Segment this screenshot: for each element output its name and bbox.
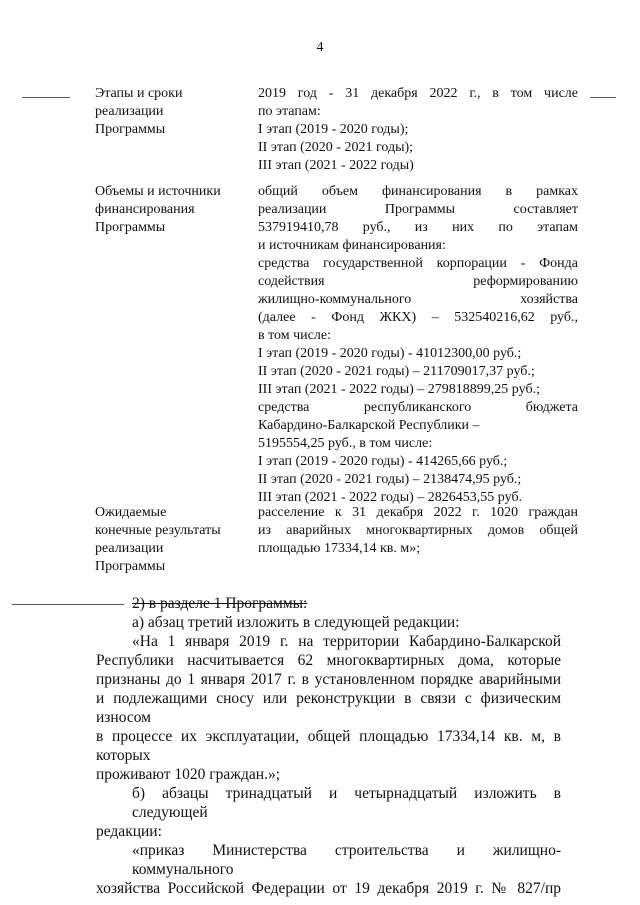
label-line: конечные результаты <box>95 523 221 538</box>
value-line: площадью 17334,14 кв. м»; <box>258 541 421 556</box>
value-line: 2019 год - 31 декабря 2022 г., в том числе <box>258 86 578 101</box>
section-heading: 2) в разделе 1 Программы: <box>132 595 308 612</box>
value-line: I этап (2019 - 2020 годы) - 414265,66 руб.; <box>258 454 508 469</box>
row-value-results <box>258 504 578 558</box>
value-line: II этап (2020 - 2021 годы) – 2138474,95 руб.; <box>258 472 522 487</box>
value-line: средства государственной корпорации - Фонда <box>258 256 578 271</box>
value-line: общий объем финансирования в рамках <box>258 184 578 199</box>
label-line: Программы <box>95 220 166 235</box>
value-line: I этап (2019 - 2020 годы) - 41012300,00 руб.; <box>258 346 522 361</box>
label-line: Программы <box>95 122 166 137</box>
margin-mark <box>590 97 616 98</box>
paragraph-line: хозяйства Российской Федерации от 19 декабря 2019 г. № 827/пр <box>96 880 561 897</box>
value-line: жилищно-коммунального хозяйства <box>258 292 578 307</box>
value-line: (далее - Фонд ЖКХ) – 532540216,62 руб., <box>258 310 578 325</box>
label-line: Ожидаемые <box>95 505 167 520</box>
value-line: в том числе: <box>258 328 331 343</box>
value-line: из аварийных многоквартирных домов общей <box>258 523 578 538</box>
row-value-stages <box>258 85 578 175</box>
paragraph-line: «На 1 января 2019 г. на территории Кабардино-Балкарской <box>132 633 561 650</box>
row-label-results <box>95 504 245 576</box>
paragraph-line: «приказ Министерства строительства и жилищно-коммунального <box>132 842 561 878</box>
value-line: расселение к 31 декабря 2022 г. 1020 граждан <box>258 505 578 520</box>
value-line: I этап (2019 - 2020 годы); <box>258 122 409 137</box>
value-line: содействия реформированию <box>258 274 578 289</box>
value-line: 5195554,25 руб., в том числе: <box>258 436 433 451</box>
value-line: III этап (2021 - 2022 годы) – 279818899,25 руб.; <box>258 382 540 397</box>
value-line: III этап (2021 - 2022 годы) <box>258 158 414 173</box>
paragraph-line: и подлежащими сносу или реконструкции в связи с физическим износом <box>96 690 561 726</box>
margin-mark <box>22 97 70 98</box>
page-number: 4 <box>316 40 324 55</box>
row-label-stages <box>95 85 245 139</box>
value-line: II этап (2020 - 2021 годы) – 211709017,37 руб.; <box>258 364 535 379</box>
label-line: финансирования <box>95 202 195 217</box>
paragraph-line: б) абзацы тринадцатый и четырнадцатый изложить в следующей <box>132 785 561 821</box>
value-line: 537919410,78 руб., из них по этапам <box>258 220 578 235</box>
label-line: реализации <box>95 541 164 556</box>
paragraph-line: в процессе их эксплуатации, общей площадью 17334,14 кв. м, в которых <box>96 728 561 764</box>
value-line: Кабардино-Балкарской Республики – <box>258 418 480 433</box>
paragraph-line: Республики насчитывается 62 многоквартирных дома, которые <box>96 652 561 669</box>
body-text <box>96 594 561 898</box>
paragraph-line: проживают 1020 граждан.»; <box>96 766 280 783</box>
row-value-funding <box>258 183 578 507</box>
paragraph-line: а) абзац третий изложить в следующей редакции: <box>132 614 460 631</box>
value-line: и источникам финансирования: <box>258 238 446 253</box>
paragraph-line: признаны до 1 января 2017 г. в установленном порядке аварийными <box>96 671 561 688</box>
label-line: Этапы и сроки <box>95 86 183 101</box>
value-line: по этапам: <box>258 104 321 119</box>
value-line: средства республиканского бюджета <box>258 400 578 415</box>
paragraph-line: редакции: <box>96 823 162 840</box>
label-line: Объемы и источники <box>95 184 221 199</box>
value-line: III этап (2021 - 2022 годы) – 2826453,55 руб. <box>258 490 523 505</box>
value-line: реализации Программы составляет <box>258 202 578 217</box>
value-line: II этап (2020 - 2021 годы); <box>258 140 414 155</box>
row-label-funding <box>95 183 245 237</box>
label-line: Программы <box>95 559 166 574</box>
label-line: реализации <box>95 104 164 119</box>
